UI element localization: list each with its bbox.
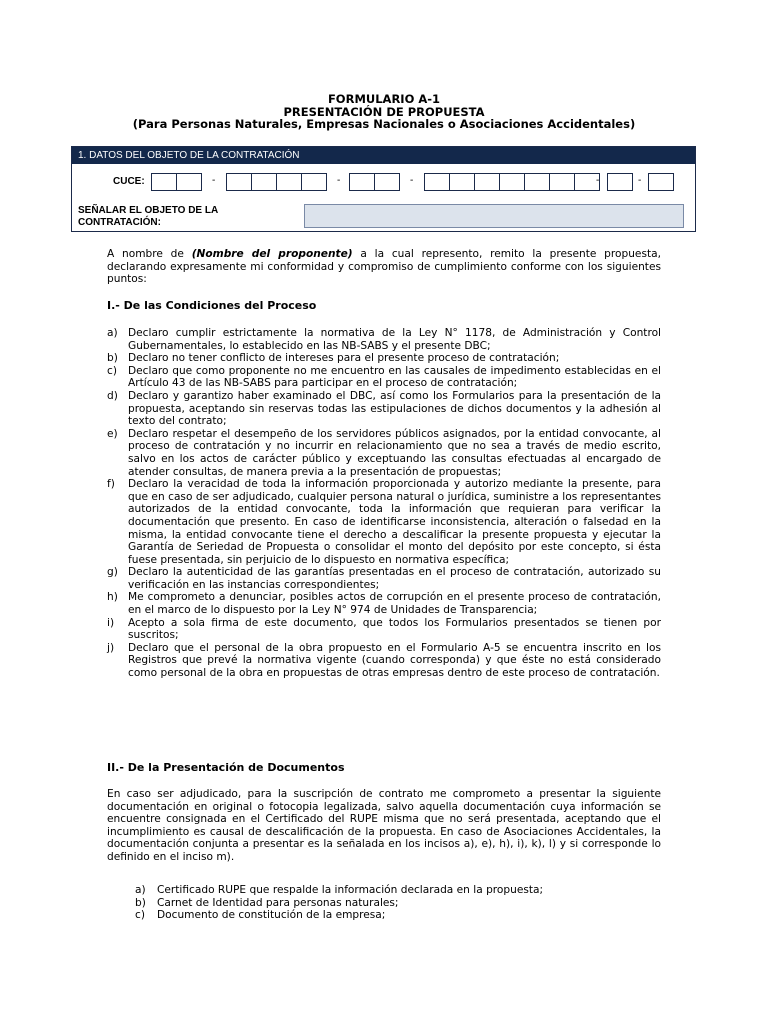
cuce-cell[interactable] — [450, 174, 475, 190]
contract-object-form — [71, 146, 696, 232]
list-item — [107, 327, 661, 352]
list-item-text: Acepto a sola firma de este documento, que todos los Formularios presentados se tienen por suscritos; — [128, 616, 661, 642]
list-item-text: Me comprometo a denunciar, posibles actos de corrupción en el presente proceso de contratación, en el marco de lo dispuesto por la Ley N° 974 de Unidades de Transparencia; — [128, 591, 661, 617]
list-item-letter: f) — [107, 478, 115, 491]
form-title-block — [0, 93, 768, 131]
list-item — [107, 390, 661, 428]
list-item — [107, 566, 661, 591]
list-item-text: Declaro la veracidad de toda la información proporcionada y autorizo mediante la presente, para que en caso de ser adjudicado, cualquier persona natural o jurídica, suministre a los representantes autorizados de la entidad convocante, toda la información que requieran para verificar la documentación que presento. En caso de identificarse inconsistencia, alteración o falsedad en la misma, la entidad convocante tiene el derecho a descalificar la presente propuesta y ejecutar la Garantía de Seriedad de Propuesta o consolidar el monto del depósito por este concepto, si ésta fuese presentada, sin perjuicio de lo dispuesto en normativa específica; — [128, 478, 661, 566]
cuce-separator: - — [337, 175, 341, 186]
cuce-field-2[interactable] — [226, 173, 327, 191]
contract-object-input[interactable] — [304, 204, 684, 228]
cuce-cell[interactable] — [608, 174, 632, 190]
list-item — [107, 909, 661, 922]
cuce-field-3[interactable] — [349, 173, 400, 191]
list-item-letter: e) — [107, 427, 118, 440]
cuce-cell[interactable] — [500, 174, 525, 190]
cuce-cell[interactable] — [550, 174, 575, 190]
cuce-separator: - — [410, 175, 414, 186]
documents-paragraph: En caso ser adjudicado, para la suscripción de contrato me comprometo a presentar la siguiente documentación en original o fotocopia legalizada, salvo aquella documentación cuya información se encuentre consignada en el Certificado del RUPE misma que no será presentada, aceptando que el incumplimiento es causal de descalificación de la propuesta. En caso de Asociaciones Accidentales, la documentación conjunta a presentar es la señalada en los incisos a), e), h), i), k), l) y si corresponde lo definido en el inciso m). — [107, 788, 661, 863]
cuce-cell[interactable] — [227, 174, 252, 190]
documents-list — [107, 884, 661, 922]
list-item-text: Declaro respetar el desempeño de los servidores públicos asignados, por la entidad convocante, al proceso de contratación y no incurrir en relacionamiento que no sea a través de medio escrito, salvo en los actos de carácter público y exceptuando las consultas efectuadas al encargado de atender consultas, de manera previa a la presentación de propuestas; — [128, 427, 661, 478]
cuce-separator: - — [596, 175, 600, 186]
list-item-letter: c) — [107, 364, 117, 377]
form-scope: (Para Personas Naturales, Empresas Nacionales o Asociaciones Accidentales) — [132, 117, 636, 131]
list-item-letter: a) — [135, 884, 146, 896]
cuce-cell[interactable] — [475, 174, 500, 190]
section-1-title: I.- De las Condiciones del Proceso — [107, 299, 317, 312]
list-item-text: Declaro la autenticidad de las garantías presentadas en el proceso de contratación, autorizado su verificación en las instancias correspondientes; — [128, 566, 661, 591]
list-item-letter: d) — [107, 389, 118, 402]
form-title: FORMULARIO A-1 — [327, 92, 441, 106]
cuce-label: CUCE: — [113, 176, 145, 187]
cuce-cell[interactable] — [152, 174, 177, 190]
list-item-text: Carnet de Identidad para personas naturales; — [157, 896, 399, 909]
cuce-field-6[interactable] — [648, 173, 674, 191]
list-item-letter: b) — [135, 896, 146, 909]
list-item-letter: b) — [107, 352, 118, 365]
cuce-separator: - — [638, 175, 642, 186]
cuce-cell[interactable] — [252, 174, 277, 190]
cuce-cell[interactable] — [649, 174, 673, 190]
list-item-letter: a) — [107, 327, 118, 339]
cuce-field-5[interactable] — [607, 173, 633, 191]
list-item — [107, 591, 661, 616]
list-item — [107, 642, 661, 680]
list-item-text: Declaro cumplir estrictamente la normativa de la Ley N° 1178, de Administración y Control Gubernamentales, lo establecido en las NB-SABS y el presente DBC; — [128, 327, 661, 352]
list-item — [107, 365, 661, 390]
cuce-field-1[interactable] — [151, 173, 202, 191]
form-subtitle: PRESENTACIÓN DE PROPUESTA — [283, 104, 485, 119]
list-item — [107, 428, 661, 478]
cuce-field-4[interactable] — [424, 173, 600, 191]
list-item-letter: g) — [107, 566, 118, 579]
section-2-title: II.- De la Presentación de Documentos — [107, 761, 345, 774]
list-item — [107, 478, 661, 566]
list-item — [107, 897, 661, 910]
list-item — [107, 352, 661, 365]
proponent-name-placeholder: (Nombre del proponente) — [191, 248, 353, 260]
list-item-text: Declaro que como proponente no me encuentro en las causales de impedimento establecidas en el Artículo 43 de las NB-SABS para participar en el proceso de contratación; — [128, 364, 661, 390]
cuce-cell[interactable] — [425, 174, 450, 190]
cuce-cell[interactable] — [277, 174, 302, 190]
list-item-text: Declaro no tener conflicto de intereses para el presente proceso de contratación; — [128, 352, 560, 365]
cuce-separator: - — [212, 175, 216, 186]
cuce-cell[interactable] — [525, 174, 550, 190]
list-item-letter: j) — [107, 641, 115, 654]
cuce-cell[interactable] — [302, 174, 326, 190]
list-item-letter: i) — [107, 616, 115, 629]
list-item-text: Declaro que el personal de la obra propuesto en el Formulario A-5 se encuentra inscrito en los Registros que prevé la normativa vigente (cuando corresponda) y que éste no está considerado como personal de la obra en propuestas de otras empresas dentro de este proceso de contratación. — [128, 641, 661, 680]
list-item — [107, 884, 661, 897]
list-item-text: Certificado RUPE que respalde la información declarada en la propuesta; — [157, 884, 544, 896]
intro-paragraph: A nombre de (Nombre del proponente) a la cual represento, remito la presente propuesta, declarando expresamente mi conformidad y compromiso de cumplimiento conforme con los siguientes puntos: — [107, 248, 661, 286]
cuce-cell[interactable] — [375, 174, 399, 190]
conditions-list — [107, 327, 661, 680]
list-item-letter: c) — [135, 909, 145, 922]
list-item-text: Declaro y garantizo haber examinado el DBC, así como los Formularios para la presentación de la propuesta, aceptando sin reservas todas las estipulaciones de dichos documentos y la adhesión al texto del contrato; — [128, 389, 661, 428]
cuce-cell[interactable] — [350, 174, 375, 190]
form-section-header: 1. DATOS DEL OBJETO DE LA CONTRATACIÓN — [72, 147, 695, 164]
list-item-letter: h) — [107, 591, 118, 604]
list-item-text: Documento de constitución de la empresa; — [157, 909, 386, 922]
contract-object-label: SEÑALAR EL OBJETO DE LA CONTRATACIÓN: — [78, 205, 219, 228]
list-item — [107, 617, 661, 642]
cuce-cell[interactable] — [177, 174, 201, 190]
